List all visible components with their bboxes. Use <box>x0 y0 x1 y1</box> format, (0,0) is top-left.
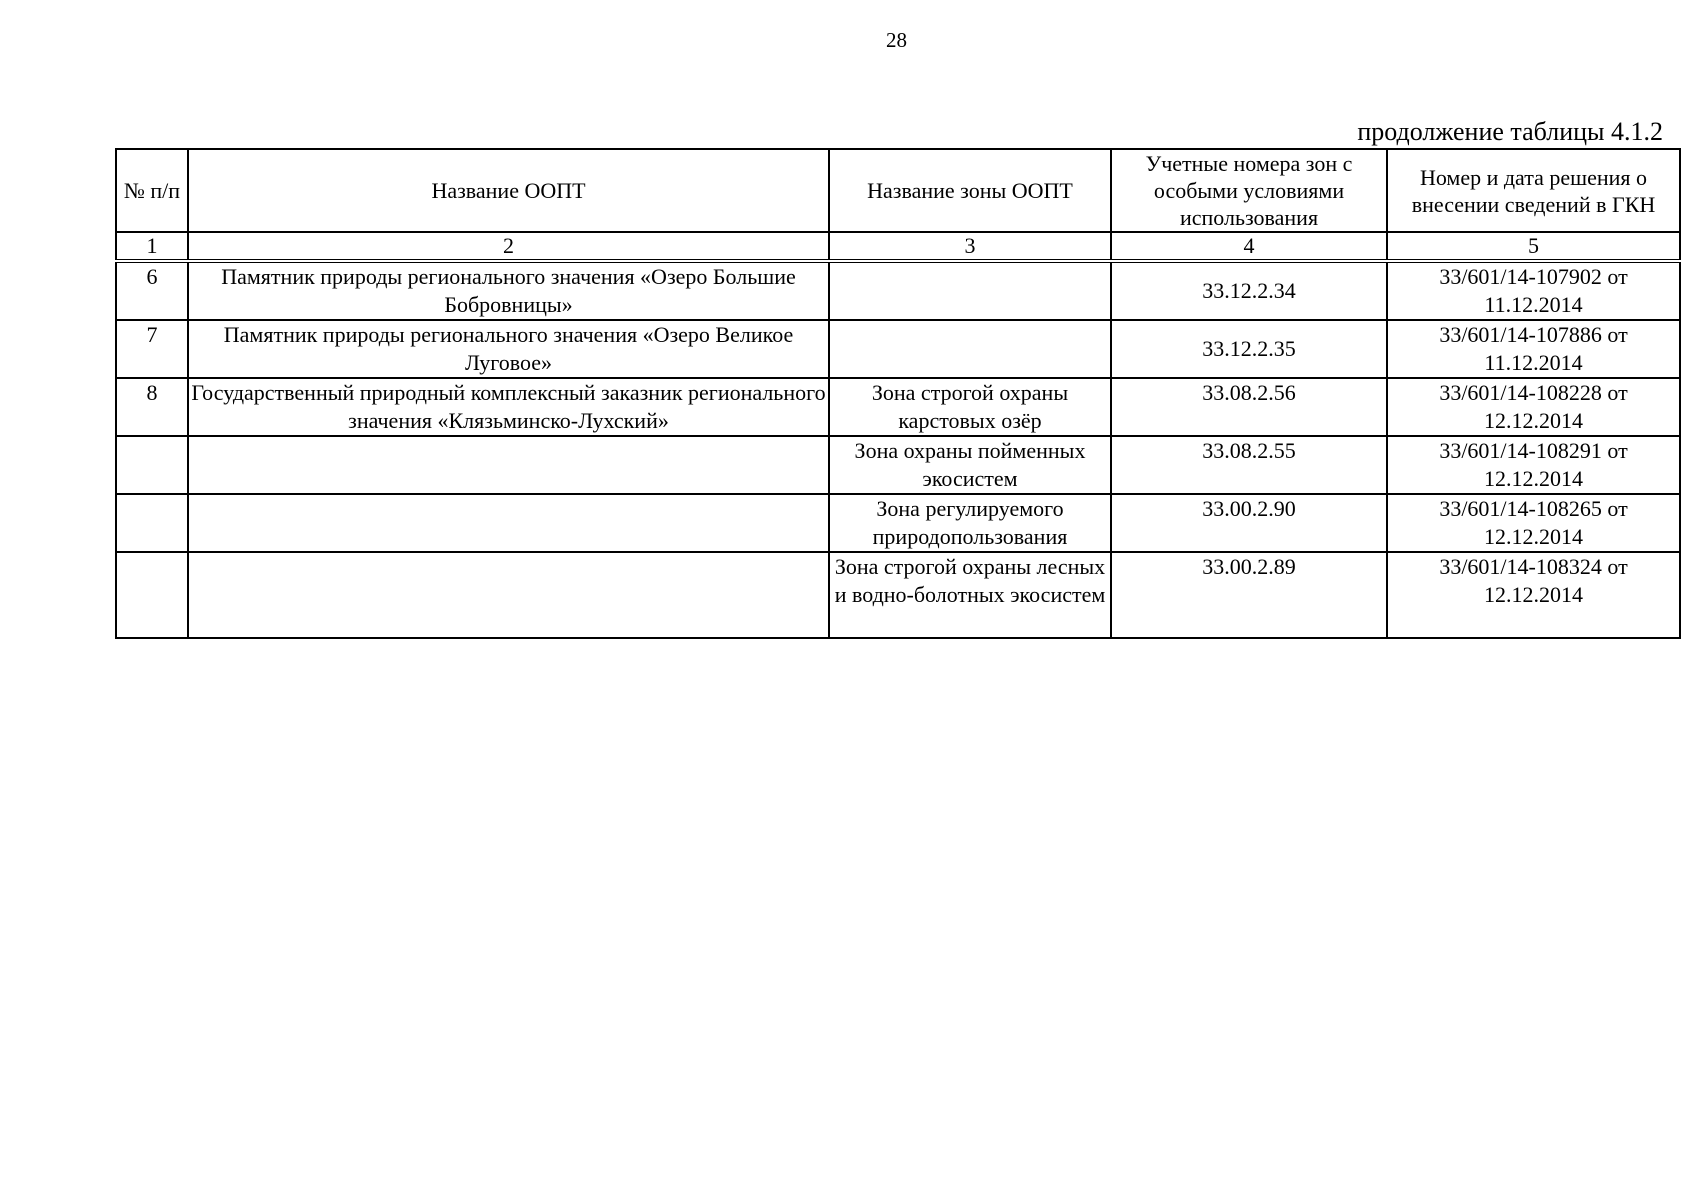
table-row <box>116 552 1680 638</box>
row-reg-number: 33.08.2.56 <box>1111 378 1387 436</box>
table-row <box>116 261 1680 320</box>
row-num <box>116 436 188 494</box>
page-number: 28 <box>886 28 907 52</box>
column-number: 5 <box>1387 232 1680 261</box>
row-num: 8 <box>116 378 188 436</box>
row-reg-number: 33.00.2.89 <box>1111 552 1387 638</box>
oopt-table <box>115 148 1681 639</box>
row-oopt-name: Государственный природный комплексный заказник регионального значения «Клязьминско-Лухский» <box>188 378 829 436</box>
row-num: 7 <box>116 320 188 378</box>
table-row <box>116 494 1680 552</box>
row-reg-number: 33.12.2.34 <box>1111 261 1387 320</box>
row-reg-number: 33.08.2.55 <box>1111 436 1387 494</box>
row-reg-number: 33.00.2.90 <box>1111 494 1387 552</box>
column-number: 4 <box>1111 232 1387 261</box>
row-reg-number: 33.12.2.35 <box>1111 320 1387 378</box>
header-num: № п/п <box>116 149 188 232</box>
table-continuation-label: продолжение таблицы 4.1.2 <box>1357 117 1663 146</box>
header-reg-numbers: Учетные номера зон с особыми условиями использования <box>1111 149 1387 232</box>
table-header-row <box>116 149 1680 232</box>
column-number: 1 <box>116 232 188 261</box>
row-decision: 33/601/14-108265 от 12.12.2014 <box>1387 494 1680 552</box>
table-row <box>116 436 1680 494</box>
column-numbers-row <box>116 232 1680 261</box>
row-num <box>116 494 188 552</box>
header-oopt-name: Название ООПТ <box>188 149 829 232</box>
row-zone-name: Зона регулируемого природопользования <box>829 494 1111 552</box>
row-zone-name: Зона строгой охраны карстовых озёр <box>829 378 1111 436</box>
column-number: 3 <box>829 232 1111 261</box>
row-decision: 33/601/14-107902 от 11.12.2014 <box>1387 261 1680 320</box>
header-zone-name: Название зоны ООПТ <box>829 149 1111 232</box>
row-oopt-name: Памятник природы регионального значения «Озеро Большие Бобровницы» <box>188 261 829 320</box>
row-num: 6 <box>116 261 188 320</box>
row-zone-name: Зона охраны пойменных экосистем <box>829 436 1111 494</box>
column-number: 2 <box>188 232 829 261</box>
row-oopt-name: Памятник природы регионального значения «Озеро Великое Луговое» <box>188 320 829 378</box>
row-decision: 33/601/14-107886 от 11.12.2014 <box>1387 320 1680 378</box>
row-oopt-name <box>188 494 829 552</box>
row-decision: 33/601/14-108291 от 12.12.2014 <box>1387 436 1680 494</box>
row-zone-name <box>829 261 1111 320</box>
row-zone-name: Зона строгой охраны лесных и водно-болотных экосистем <box>829 552 1111 638</box>
row-num <box>116 552 188 638</box>
header-decision: Номер и дата решения о внесении сведений в ГКН <box>1387 149 1680 232</box>
row-decision: 33/601/14-108324 от 12.12.2014 <box>1387 552 1680 638</box>
table-row <box>116 320 1680 378</box>
row-oopt-name <box>188 552 829 638</box>
row-oopt-name <box>188 436 829 494</box>
table-row <box>116 378 1680 436</box>
row-zone-name <box>829 320 1111 378</box>
row-decision: 33/601/14-108228 от 12.12.2014 <box>1387 378 1680 436</box>
